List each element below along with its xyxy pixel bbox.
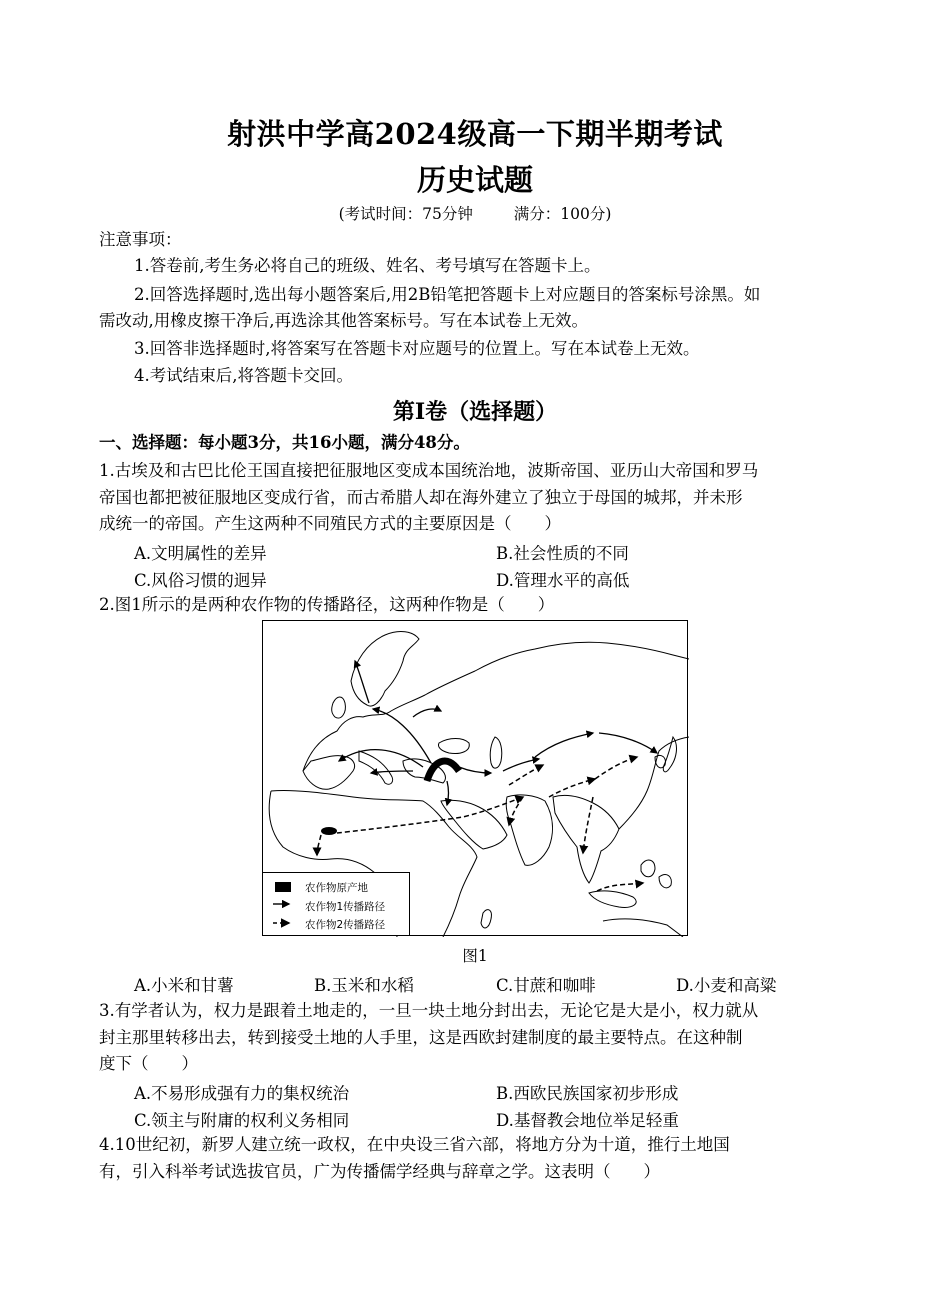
- q3-option-d: D.基督教会地位举足轻重: [496, 1111, 679, 1130]
- legend-route-2: 农作物2传播路径: [305, 919, 386, 931]
- q3-option-a: A.不易形成强有力的集权统治: [134, 1084, 350, 1103]
- question-3-line: 封主那里转移出去，转到接受土地的人手里，这是西欧封建制度的最主要特点。在这种制: [99, 1028, 743, 1047]
- q2-option-d: D.小麦和高粱: [676, 976, 777, 995]
- exam-score: 满分：100分): [513, 205, 612, 223]
- origin-marker: [321, 827, 337, 835]
- exam-meta: [0, 202, 950, 224]
- q2-option-c: C.甘蔗和咖啡: [496, 976, 596, 995]
- question-2-line: 2.图1所示的是两种农作物的传播路径，这两种作物是（ ）: [99, 595, 555, 614]
- section-instruction: 一、选择题：每小题3分，共16小题，满分48分。: [99, 433, 470, 452]
- legend-origin: 农作物原产地: [305, 882, 368, 894]
- exam-title: 射洪中学高2024级高一下期半期考试: [227, 117, 723, 151]
- question-3-line: 3.有学者认为，权力是跟着土地走的，一旦一块土地分封出去，无论它是大是小，权力就从: [99, 1001, 759, 1020]
- q2-option-b: B.玉米和水稻: [314, 976, 414, 995]
- note-item: 3.回答非选择题时,将答案写在答题卡对应题号的位置上。写在本试卷上无效。: [134, 339, 700, 358]
- q1-option-c: C.风俗习惯的迥异: [134, 571, 267, 590]
- q3-option-b: B.西欧民族国家初步形成: [496, 1084, 679, 1103]
- question-1-line: 成统一的帝国。产生这两种不同殖民方式的主要原因是（ ）: [99, 514, 561, 533]
- crop-spread-map: [262, 620, 688, 936]
- q2-option-a: A.小米和甘薯: [134, 976, 234, 995]
- question-4-line: 有，引入科举考试选拔官员，广为传播儒学经典与辞章之学。这表明（ ）: [99, 1162, 660, 1181]
- figure-caption: 图1: [462, 947, 488, 965]
- question-1-line: 1.古埃及和古巴比伦王国直接把征服地区变成本国统治地，波斯帝国、亚历山大帝国和罗马: [99, 461, 759, 480]
- exam-subject: 历史试题: [416, 163, 533, 197]
- note-item: 1.答卷前,考生务必将自己的班级、姓名、考号填写在答题卡上。: [134, 256, 601, 275]
- note-item: 4.考试结束后,将答题卡交回。: [134, 366, 353, 385]
- q1-option-d: D.管理水平的高低: [496, 571, 630, 590]
- q1-option-a: A.文明属性的差异: [134, 544, 267, 563]
- map-legend: [263, 872, 410, 935]
- note-item: 2.回答选择题时,选出每小题答案后,用2B铅笔把答题卡上对应题目的答案标号涂黑。如: [134, 285, 761, 304]
- q3-option-c: C.领主与附庸的权利义务相同: [134, 1111, 350, 1130]
- question-1-line: 帝国也都把被征服地区变成行省，而古希腊人却在海外建立了独立于母国的城邦，并未形: [99, 488, 743, 507]
- q1-option-b: B.社会性质的不同: [496, 544, 629, 563]
- legend-route-1: 农作物1传播路径: [305, 901, 386, 913]
- origin-legend-swatch: [275, 882, 291, 892]
- notes-heading: 注意事项：: [99, 230, 182, 249]
- section-title: 第Ⅰ卷（选择题）: [392, 399, 558, 425]
- question-4-line: 4.10世纪初，新罗人建立统一政权，在中央设三省六部，将地方分为十道，推行土地国: [99, 1135, 730, 1154]
- question-3-line: 度下（ ）: [99, 1054, 198, 1073]
- exam-time: (考试时间：75分钟: [338, 205, 473, 223]
- note-item: 需改动,用橡皮擦干净后,再选涂其他答案标号。写在本试卷上无效。: [99, 311, 588, 330]
